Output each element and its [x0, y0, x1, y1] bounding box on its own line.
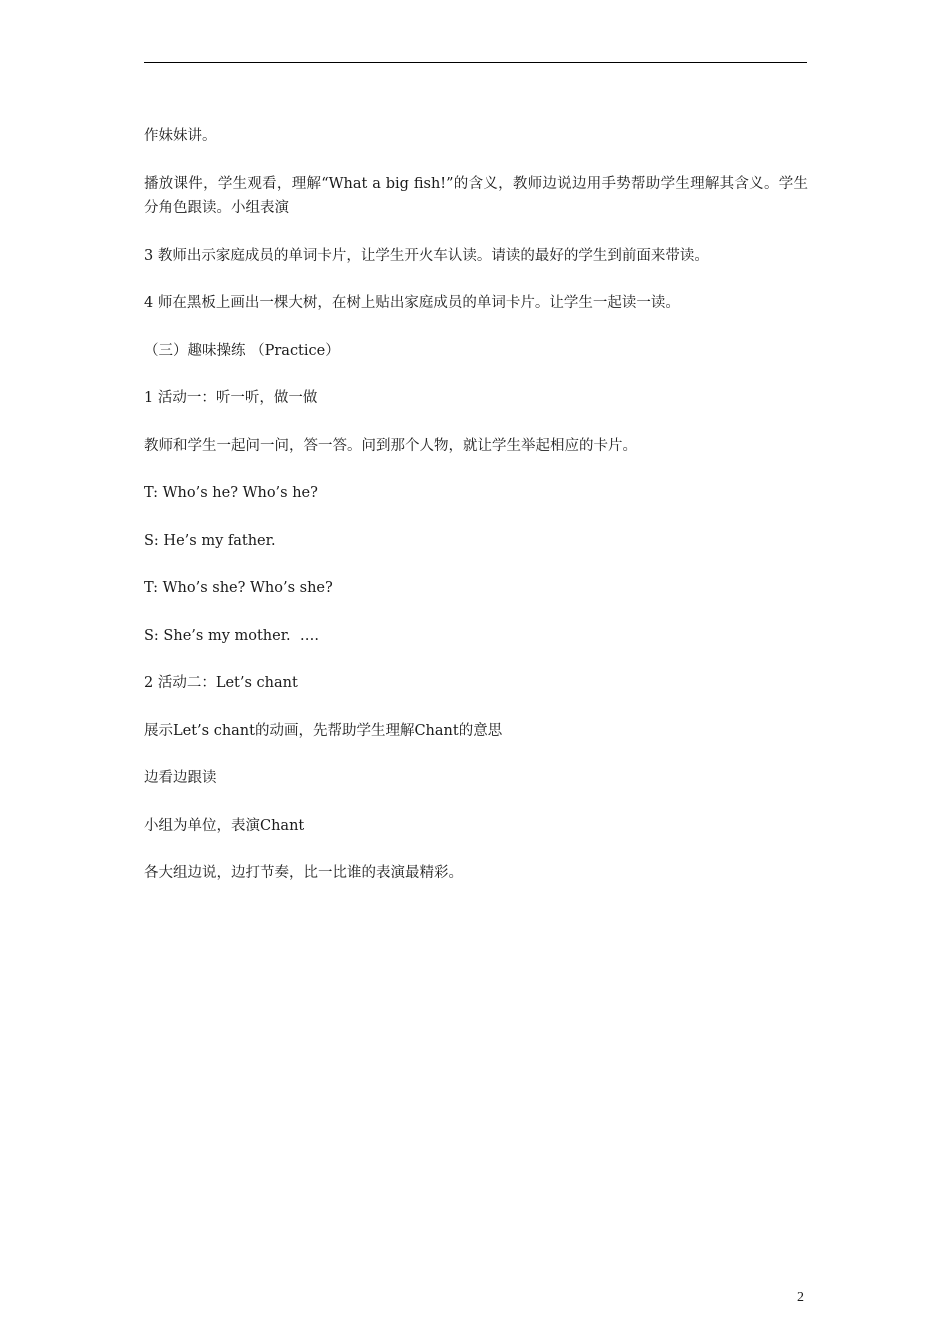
paragraph: 展示Let’s chant的动画，先帮助学生理解Chant的意思	[144, 722, 503, 739]
dialogue-line: T: Who’s he? Who’s he?	[144, 485, 318, 501]
paragraph: 边看边跟读	[144, 770, 217, 786]
activity-heading: 2 活动二：Let’s chant	[144, 675, 298, 691]
paragraph: 教师和学生一起问一问，答一答。问到那个人物，就让学生举起相应的卡片。	[144, 437, 637, 454]
section-heading: （三）趣味操练 （Practice）	[144, 342, 340, 359]
paragraph: 小组为单位，表演Chant	[144, 817, 305, 834]
paragraph: 作妹妹讲。	[144, 128, 217, 144]
paragraph: 4 师在黑板上画出一棵大树，在树上贴出家庭成员的单词卡片。让学生一起读一读。	[144, 295, 680, 311]
paragraph: 播放课件，学生观看，理解“What a big fish!”的含义，教师边说边用手势帮助学生理解其含义。学生分角色跟读。小组表演	[144, 175, 808, 216]
document-body	[144, 124, 808, 909]
paragraph: 3 教师出示家庭成员的单词卡片，让学生开火车认读。请读的最好的学生到前面来带读。	[144, 247, 709, 264]
dialogue-line: S: She’s my mother. ….	[144, 627, 319, 644]
activity-heading: 1 活动一：听一听，做一做	[144, 390, 318, 406]
dialogue-line: S: He’s my father.	[144, 532, 276, 549]
dialogue-line: T: Who’s she? Who’s she?	[144, 580, 333, 596]
paragraph: 各大组边说，边打节奏，比一比谁的表演最精彩。	[144, 865, 463, 881]
header-rule	[144, 62, 807, 63]
page-number: 2	[797, 1290, 804, 1305]
